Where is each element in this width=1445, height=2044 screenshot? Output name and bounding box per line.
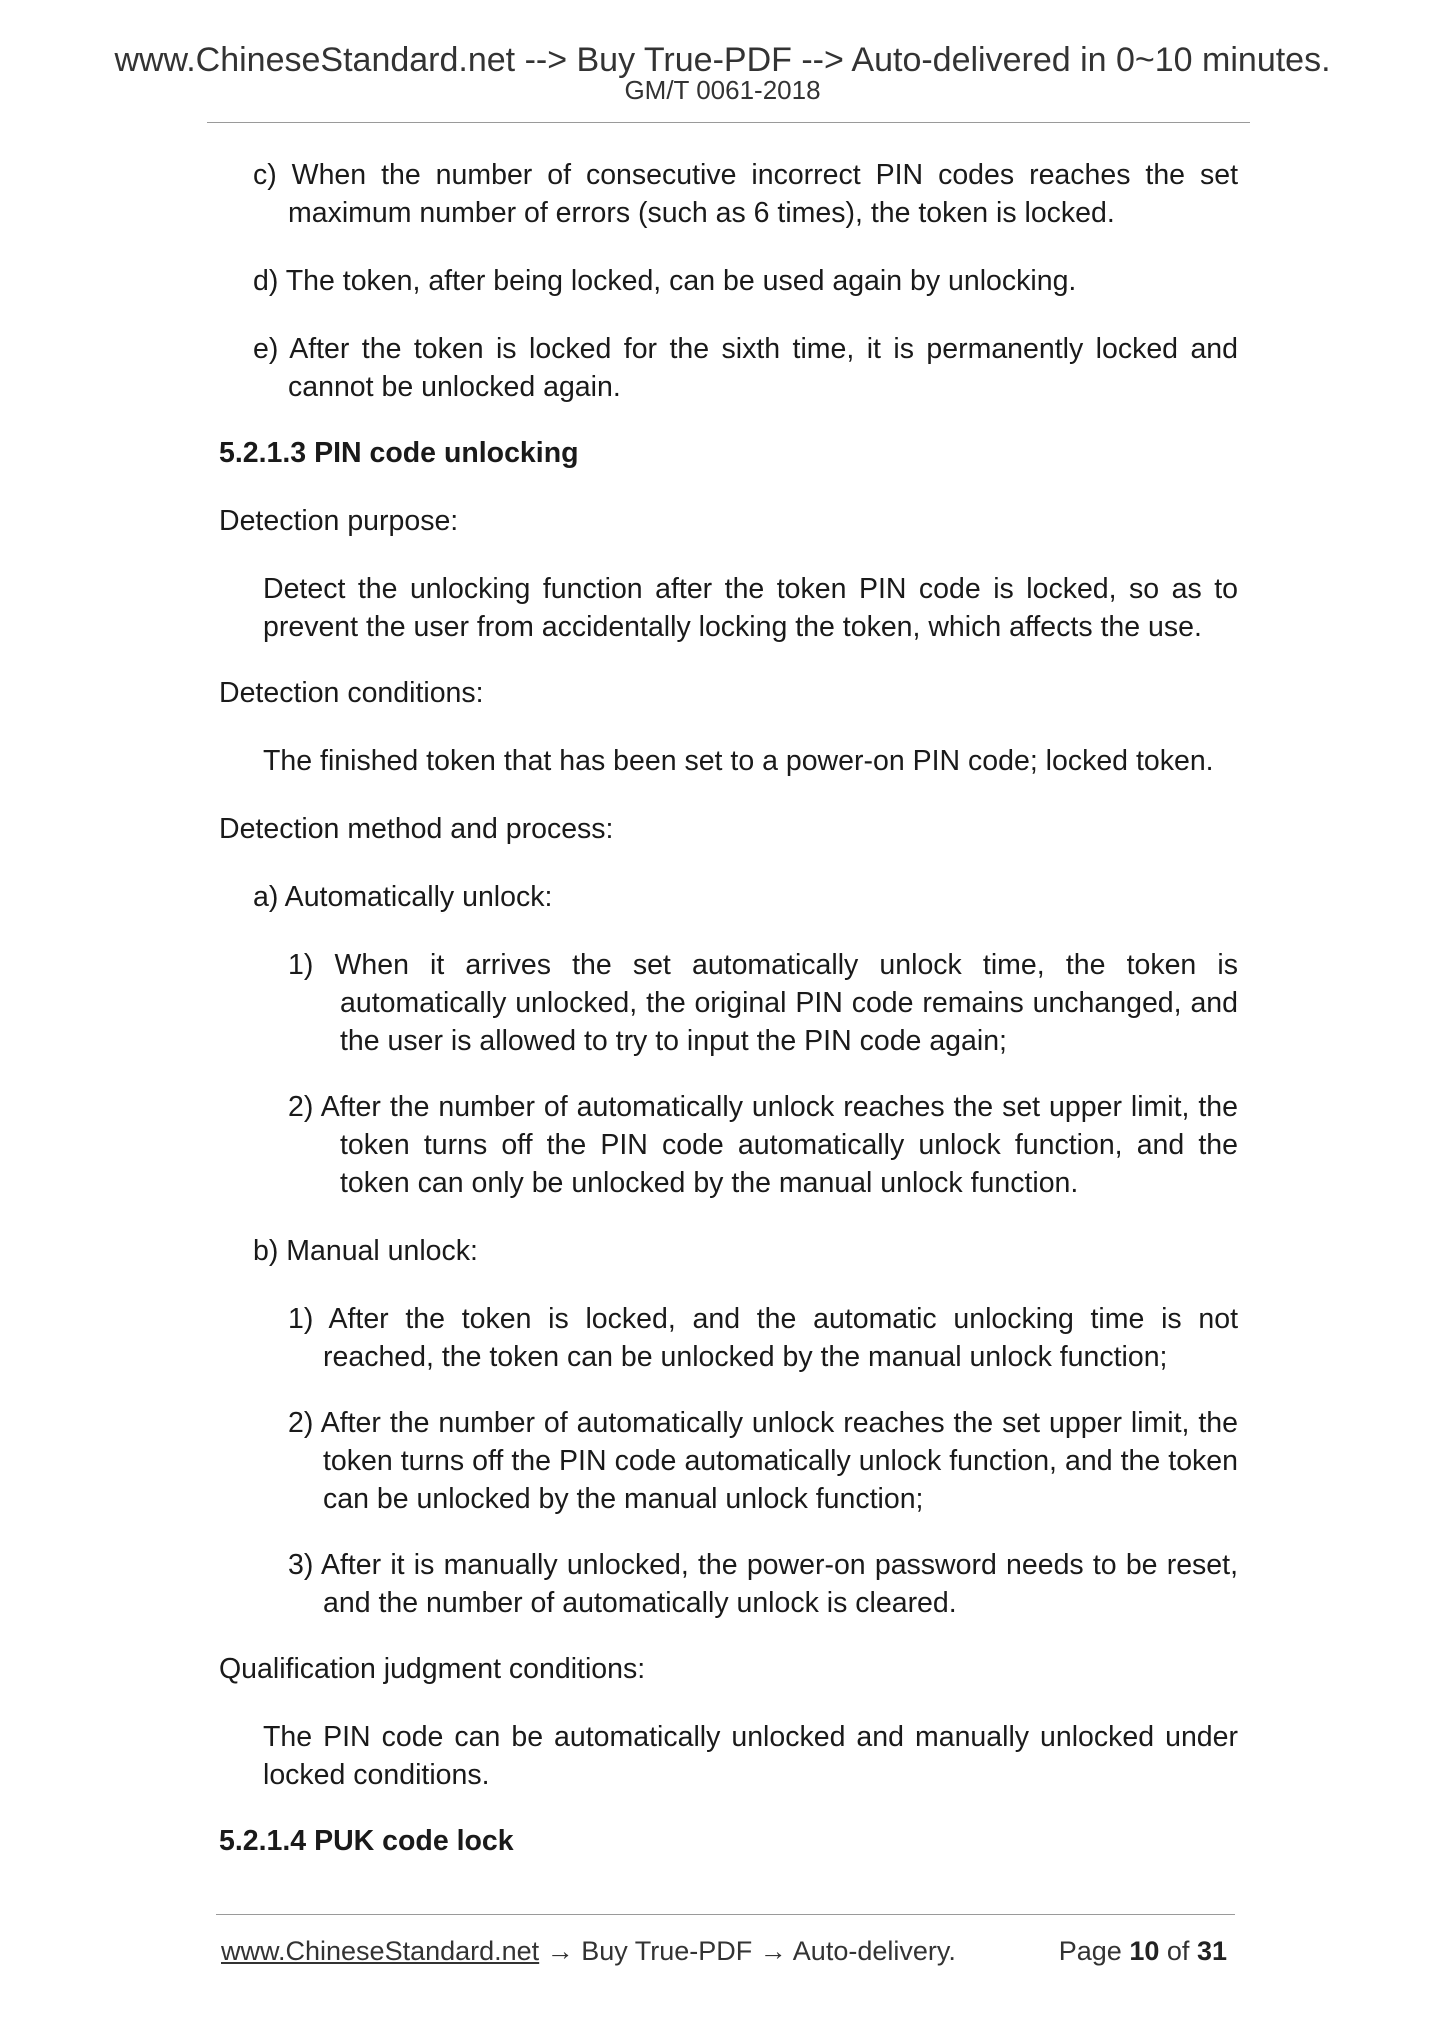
auto-unlock-step-1: 1) When it arrives the set automatically unlock time, the token is automatically unlocked, the original PIN code remains unchanged, and the user is allowed to try to input the PIN code again; <box>288 949 1238 1057</box>
detection-purpose-text: Detect the unlocking function after the token PIN code is locked, so as to prevent the user from accidentally locking the token, which affects the use. <box>263 573 1238 643</box>
page-number: 10 <box>1129 1936 1160 1966</box>
detection-conditions-text: The finished token that has been set to a power-on PIN code; locked token. <box>263 745 1214 777</box>
auto-unlock-label: a) Automatically unlock: <box>253 881 553 913</box>
manual-unlock-step-3: 3) After it is manually unlocked, the power-on password needs to be reset, and the number of automatically unlock is cleared. <box>288 1549 1238 1619</box>
manual-unlock-label: b) Manual unlock: <box>253 1235 478 1267</box>
page-word: Page <box>1058 1936 1122 1966</box>
arrow-right-icon: → <box>759 1936 787 1966</box>
of-word: of <box>1166 1936 1190 1966</box>
page-indicator <box>1059 1934 1227 1968</box>
list-item-d: d) The token, after being locked, can be used again by unlocking. <box>253 265 1077 297</box>
section-heading-5-2-1-4: 5.2.1.4 PUK code lock <box>219 1825 514 1857</box>
header-divider <box>207 122 1250 123</box>
qualification-label: Qualification judgment conditions: <box>219 1653 646 1685</box>
detection-conditions-label: Detection conditions: <box>219 677 484 709</box>
detection-purpose-label: Detection purpose: <box>219 505 459 537</box>
arrow-right-icon: → <box>546 1936 574 1966</box>
footer-buy-text: Buy True-PDF <box>581 1936 753 1966</box>
manual-unlock-step-1: 1) After the token is locked, and the automatic unlocking time is not reached, the token can be unlocked by the manual unlock function; <box>288 1303 1238 1373</box>
document-id: GM/T 0061-2018 <box>624 75 821 105</box>
footer-links <box>221 1934 956 1968</box>
total-pages: 31 <box>1196 1936 1227 1966</box>
auto-unlock-step-2: 2) After the number of automatically unlock reaches the set upper limit, the token turns off the PIN code automatically unlock function, and the token can only be unlocked by the manual unlock function. <box>288 1091 1238 1199</box>
footer-site-link[interactable]: www.ChineseStandard.net <box>221 1936 540 1966</box>
list-item-c: c) When the number of consecutive incorrect PIN codes reaches the set maximum number of errors (such as 6 times), the token is locked. <box>253 159 1238 229</box>
detection-method-label: Detection method and process: <box>219 813 614 845</box>
section-heading-5-2-1-3: 5.2.1.3 PIN code unlocking <box>219 437 579 469</box>
manual-unlock-step-2: 2) After the number of automatically unlock reaches the set upper limit, the token turns off the PIN code automatically unlock function, and the token can be unlocked by the manual unlock function; <box>288 1407 1238 1515</box>
footer-delivery-text: Auto-delivery. <box>792 1936 956 1966</box>
header-banner: www.ChineseStandard.net --> Buy True-PDF --> Auto-delivered in 0~10 minutes. <box>114 41 1331 79</box>
list-item-e: e) After the token is locked for the sixth time, it is permanently locked and cannot be unlocked again. <box>253 333 1238 403</box>
qualification-text: The PIN code can be automatically unlocked and manually unlocked under locked conditions. <box>263 1721 1238 1791</box>
footer-divider <box>216 1914 1235 1915</box>
